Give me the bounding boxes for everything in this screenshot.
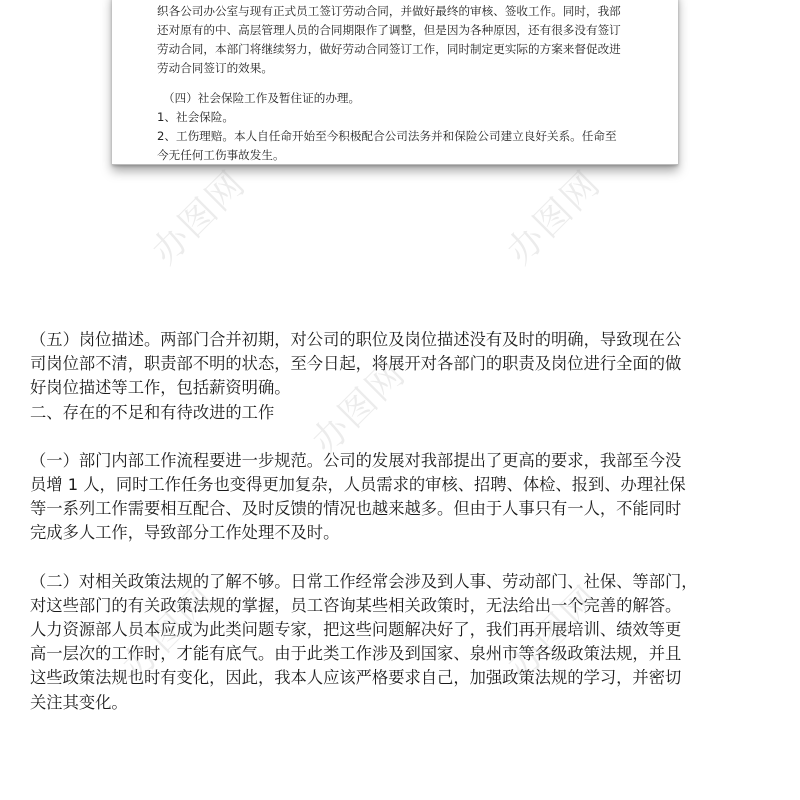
watermark: 办图网 — [499, 162, 609, 273]
section-heading: 二、存在的不足和有待改进的工作 — [30, 402, 275, 422]
spacer — [30, 546, 778, 570]
preview-item: 2、工伤理赔。本人自任命开始至今积极配合公司法务并和保险公司建立良好关系。任命至 — [157, 129, 617, 143]
document-body — [30, 328, 778, 715]
paragraph-5-line: （五）岗位描述。两部门合并初期，对公司的职位及岗位描述没有及时的明确，导致现在公 — [30, 330, 682, 349]
spacer — [30, 425, 778, 449]
paragraph-2-line: 人力资源部人员本应成为此类问题专家，把这些问题解决好了，我们再开展培训、绩效等更 — [30, 620, 682, 640]
paragraph-2-line: 高一层次的工作时，才能有底气。由于此类工作涉及到国家、泉州市等各级政策法规，并且 — [30, 644, 682, 664]
paragraph-5-line: 司岗位部不清，职责部不明的状态，至今日起，将展开对各部门的职责及岗位进行全面的做 — [30, 354, 682, 374]
preview-line: 劳动合同签订的效果。 — [157, 61, 273, 75]
paragraph-1-line: 等一系列工作需要相互配合、及时反馈的情况也越来越多。但由于人事只有一人，不能同时 — [30, 499, 682, 519]
paragraph-2-line: 关注其变化。 — [30, 692, 128, 712]
preview-text — [157, 2, 662, 165]
watermark: 办图网 — [114, 577, 224, 688]
paragraph-1-line: 完成多人工作，导致部分工作处理不及时。 — [30, 523, 340, 543]
paragraph-5-line: 好岗位描述等工作，包括薪资明确。 — [30, 378, 291, 398]
preview-line: 劳动合同，本部门将继续努力，做好劳动合同签订工作，同时制定更实际的方案来督促改进 — [157, 42, 621, 56]
paragraph-2-line: 对这些部门的有关政策法规的掌握，员工咨询某些相关政策时，无法给出一个完善的解答。 — [30, 595, 682, 615]
preview-item: 今无任何工伤事故发生。 — [157, 148, 285, 162]
page-preview-card — [112, 0, 678, 165]
paragraph-1-line: 员增 1 人，同时工作任务也变得更加复杂，人员需求的审核、招聘、体检、报到、办理社保 — [30, 475, 686, 495]
watermark: 办图网 — [499, 577, 609, 688]
paragraph-2-line: （二）对相关政策法规的了解不够。日常工作经常会涉及到人事、劳动部门、社保、等部门， — [30, 571, 698, 591]
watermark: 办图网 — [304, 352, 414, 463]
preview-section-title: （四）社会保险工作及暂住证的办理。 — [163, 91, 361, 105]
preview-line: 还对原有的中、高层管理人员的合同期限作了调整，但是因为各种原因，还有很多没有签订 — [157, 23, 621, 37]
preview-item: 1、社会保险。 — [157, 110, 234, 124]
paragraph-1-line: （一）部门内部工作流程要进一步规范。公司的发展对我部提出了更高的要求，我部至今没 — [30, 450, 682, 470]
preview-line: 织各公司办公室与现有正式员工签订劳动合同，并做好最终的审核、签收工作。同时，我部 — [157, 4, 621, 18]
spacer — [157, 78, 662, 89]
watermark: 办图网 — [144, 162, 254, 273]
paragraph-2-line: 这些政策法规也时有变化，因此，我本人应该严格要求自己，加强政策法规的学习，并密切 — [30, 668, 682, 688]
